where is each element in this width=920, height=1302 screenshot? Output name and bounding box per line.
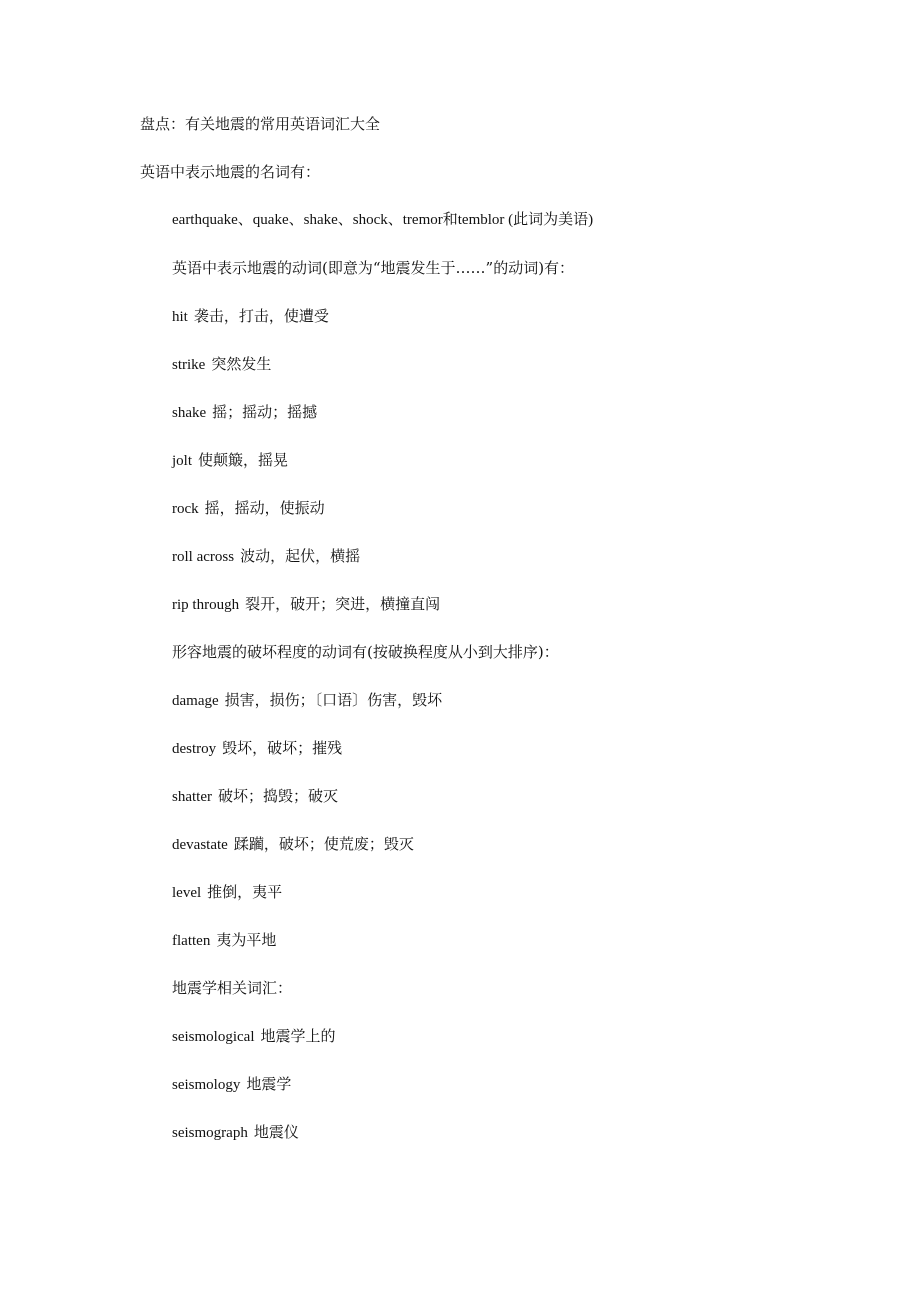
vocab-meaning: 裂开，破开；突进，横撞直闯 [245,595,441,613]
document-title: 盘点：有关地震的常用英语词汇大全 [140,115,381,133]
vocab-term: seismology [172,1077,241,1093]
vocab-entry [172,546,360,567]
vocab-term: rock [172,501,199,517]
vocab-meaning: 波动，起伏，横摇 [240,547,361,565]
seismo-heading: 地震学相关词汇： [172,979,293,997]
vocab-entry [172,1026,336,1047]
vocab-term: rip through [172,597,240,613]
vocab-entry [172,882,282,903]
vocab-meaning: 破坏；捣毁；破灭 [217,787,338,805]
vocab-meaning: 摇；摇动；摇撼 [212,403,318,421]
vocab-entry [172,1122,299,1143]
vocab-term: devastate [172,837,228,853]
nouns-heading: 英语中表示地震的名词有： [140,163,321,181]
vocab-term: strike [172,357,206,373]
vocab-meaning: 地震仪 [253,1123,299,1141]
vocab-meaning: 蹂躏，破坏；使荒废；毁灭 [233,835,414,853]
vocab-entry [172,834,414,855]
vocab-term: seismological [172,1029,255,1045]
vocab-entry [172,930,276,951]
vocab-term: shake [172,405,207,421]
vocab-meaning: 损害，损伤；〔口语〕伤害，毁坏 [224,691,443,709]
vocab-entry [172,450,288,471]
vocab-term: destroy [172,741,217,757]
vocab-meaning: 摇，摇动，使振动 [204,499,325,517]
vocab-meaning: 地震学上的 [260,1027,336,1045]
vocab-entry [172,690,442,711]
nouns-line: earthquake、quake、shake、shock、tremor和temblor (此词为美语) [172,212,594,228]
vocab-entry [172,498,325,519]
vocab-meaning: 突然发生 [211,355,272,373]
vocab-term: hit [172,309,188,325]
vocab-meaning: 袭击，打击，使遭受 [193,307,329,325]
vocab-entry [172,354,271,375]
verbs-heading: 英语中表示地震的动词(即意为“地震发生于……”的动词)有： [172,259,575,277]
vocab-term: shatter [172,789,212,805]
vocab-meaning: 使颠簸，摇晃 [198,451,289,469]
vocab-term: seismograph [172,1125,248,1141]
vocab-meaning: 夷为平地 [216,931,277,949]
vocab-meaning: 毁坏，破坏；摧残 [222,739,343,757]
vocab-term: jolt [172,453,193,469]
vocab-entry [172,738,342,759]
vocab-entry [172,1074,291,1095]
damage-heading: 形容地震的破坏程度的动词有(按破换程度从小到大排序)： [172,643,559,661]
vocab-entry [172,306,329,327]
vocab-meaning: 推倒，夷平 [207,883,283,901]
vocab-term: damage [172,693,219,709]
vocab-meaning: 地震学 [246,1075,292,1093]
vocab-entry [172,402,317,423]
vocab-entry [172,786,338,807]
vocab-entry [172,594,440,615]
vocab-term: level [172,885,202,901]
vocab-term: roll across [172,549,235,565]
vocab-term: flatten [172,933,211,949]
